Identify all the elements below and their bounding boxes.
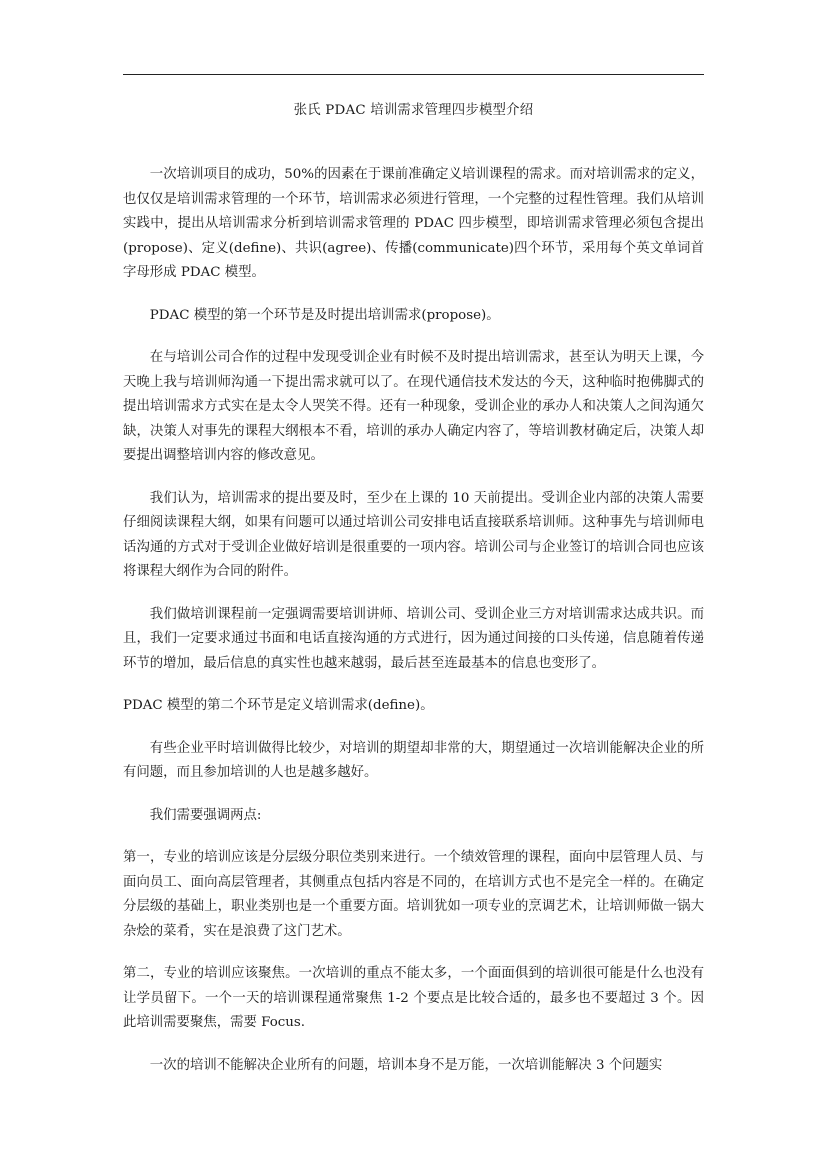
paragraph-intro: 一次培训项目的成功，50%的因素在于课前准确定义培训课程的需求。而对培训需求的定义，也仅仅是培训需求管理的一个环节，培训需求必须进行管理，一个完整的过程性管理。我们从培训实践中，提出从培训需求分析到培训需求管理的 PDAC 四步模型，即培训需求管理必须包含提出(propose)、定义(define)、共识(agree)、传播(communicate)四个环节，采用每个英文单词首字母形成 PDAC 模型。 [123, 167, 704, 280]
document-body [123, 163, 704, 1096]
document-title: 张氏 PDAC 培训需求管理四步模型介绍 [293, 103, 534, 118]
paragraph-step1-heading: PDAC 模型的第一个环节是及时提出培训需求(propose)。 [149, 307, 500, 323]
paragraph-step2-heading: PDAC 模型的第二个环节是定义培训需求(define)。 [123, 698, 434, 713]
paragraph-step2-expectation: 有些企业平时培训做得比较少，对培训的期望却非常的大，期望通过一次培训能解决企业的所有问题，而且参加培训的人也是越多越好。 [123, 740, 704, 780]
paragraph-step1-timing: 我们认为，培训需求的提出要及时，至少在上课的 10 天前提出。受训企业内部的决策人需要仔细阅读课程大纲，如果有问题可以通过培训公司安排电话直接联系培训师。这种事先与培训师电话沟通的方式对于受训企业做好培训是很重要的一项内容。培训公司与企业签订的培训合同也应该将课程大纲作为合同的附件。 [123, 490, 704, 579]
paragraph-point-two: 第二，专业的培训应该聚焦。一次培训的重点不能太多，一个面面俱到的培训很可能是什么也没有让学员留下。一个一天的培训课程通常聚焦 1-2 个要点是比较合适的，最多也不要超过 3 个。因此培训需要聚焦，需要 Focus. [123, 966, 704, 1030]
paragraph-two-points: 我们需要强调两点: [149, 807, 262, 823]
paragraph-step1-consensus: 我们做培训课程前一定强调需要培训讲师、培训公司、受训企业三方对培训需求达成共识。而且，我们一定要求通过书面和电话直接沟通的方式进行，因为通过间接的口头传递，信息随着传递环节的增加，最后信息的真实性也越来越弱，最后甚至连最基本的信息也变形了。 [123, 606, 704, 671]
paragraph-point-one: 第一，专业的培训应该是分层级分职位类别来进行。一个绩效管理的课程，面向中层管理人员、与面向员工、面向高层管理者，其侧重点包括内容是不同的，在培训方式也不是完全一样的。在确定分层级的基础上，职业类别也是一个重要方面。培训犹如一项专业的烹调艺术，让培训师做一锅大杂烩的菜肴，实在是浪费了这门艺术。 [123, 850, 704, 939]
header-rule [123, 74, 704, 75]
paragraph-closing: 一次的培训不能解决企业所有的问题，培训本身不是万能，一次培训能解决 3 个问题实 [149, 1057, 663, 1073]
paragraph-step1-problem: 在与培训公司合作的过程中发现受训企业有时候不及时提出培训需求，甚至认为明天上课，今天晚上我与培训师沟通一下提出需求就可以了。在现代通信技术发达的今天，这种临时抱佛脚式的提出培训需求方式实在是太令人哭笑不得。还有一种现象，受训企业的承办人和决策人之间沟通欠缺，决策人对事先的课程大纲根本不看，培训的承办人确定内容了，等培训教材确定后，决策人却要提出调整培训内容的修改意见。 [123, 350, 704, 463]
